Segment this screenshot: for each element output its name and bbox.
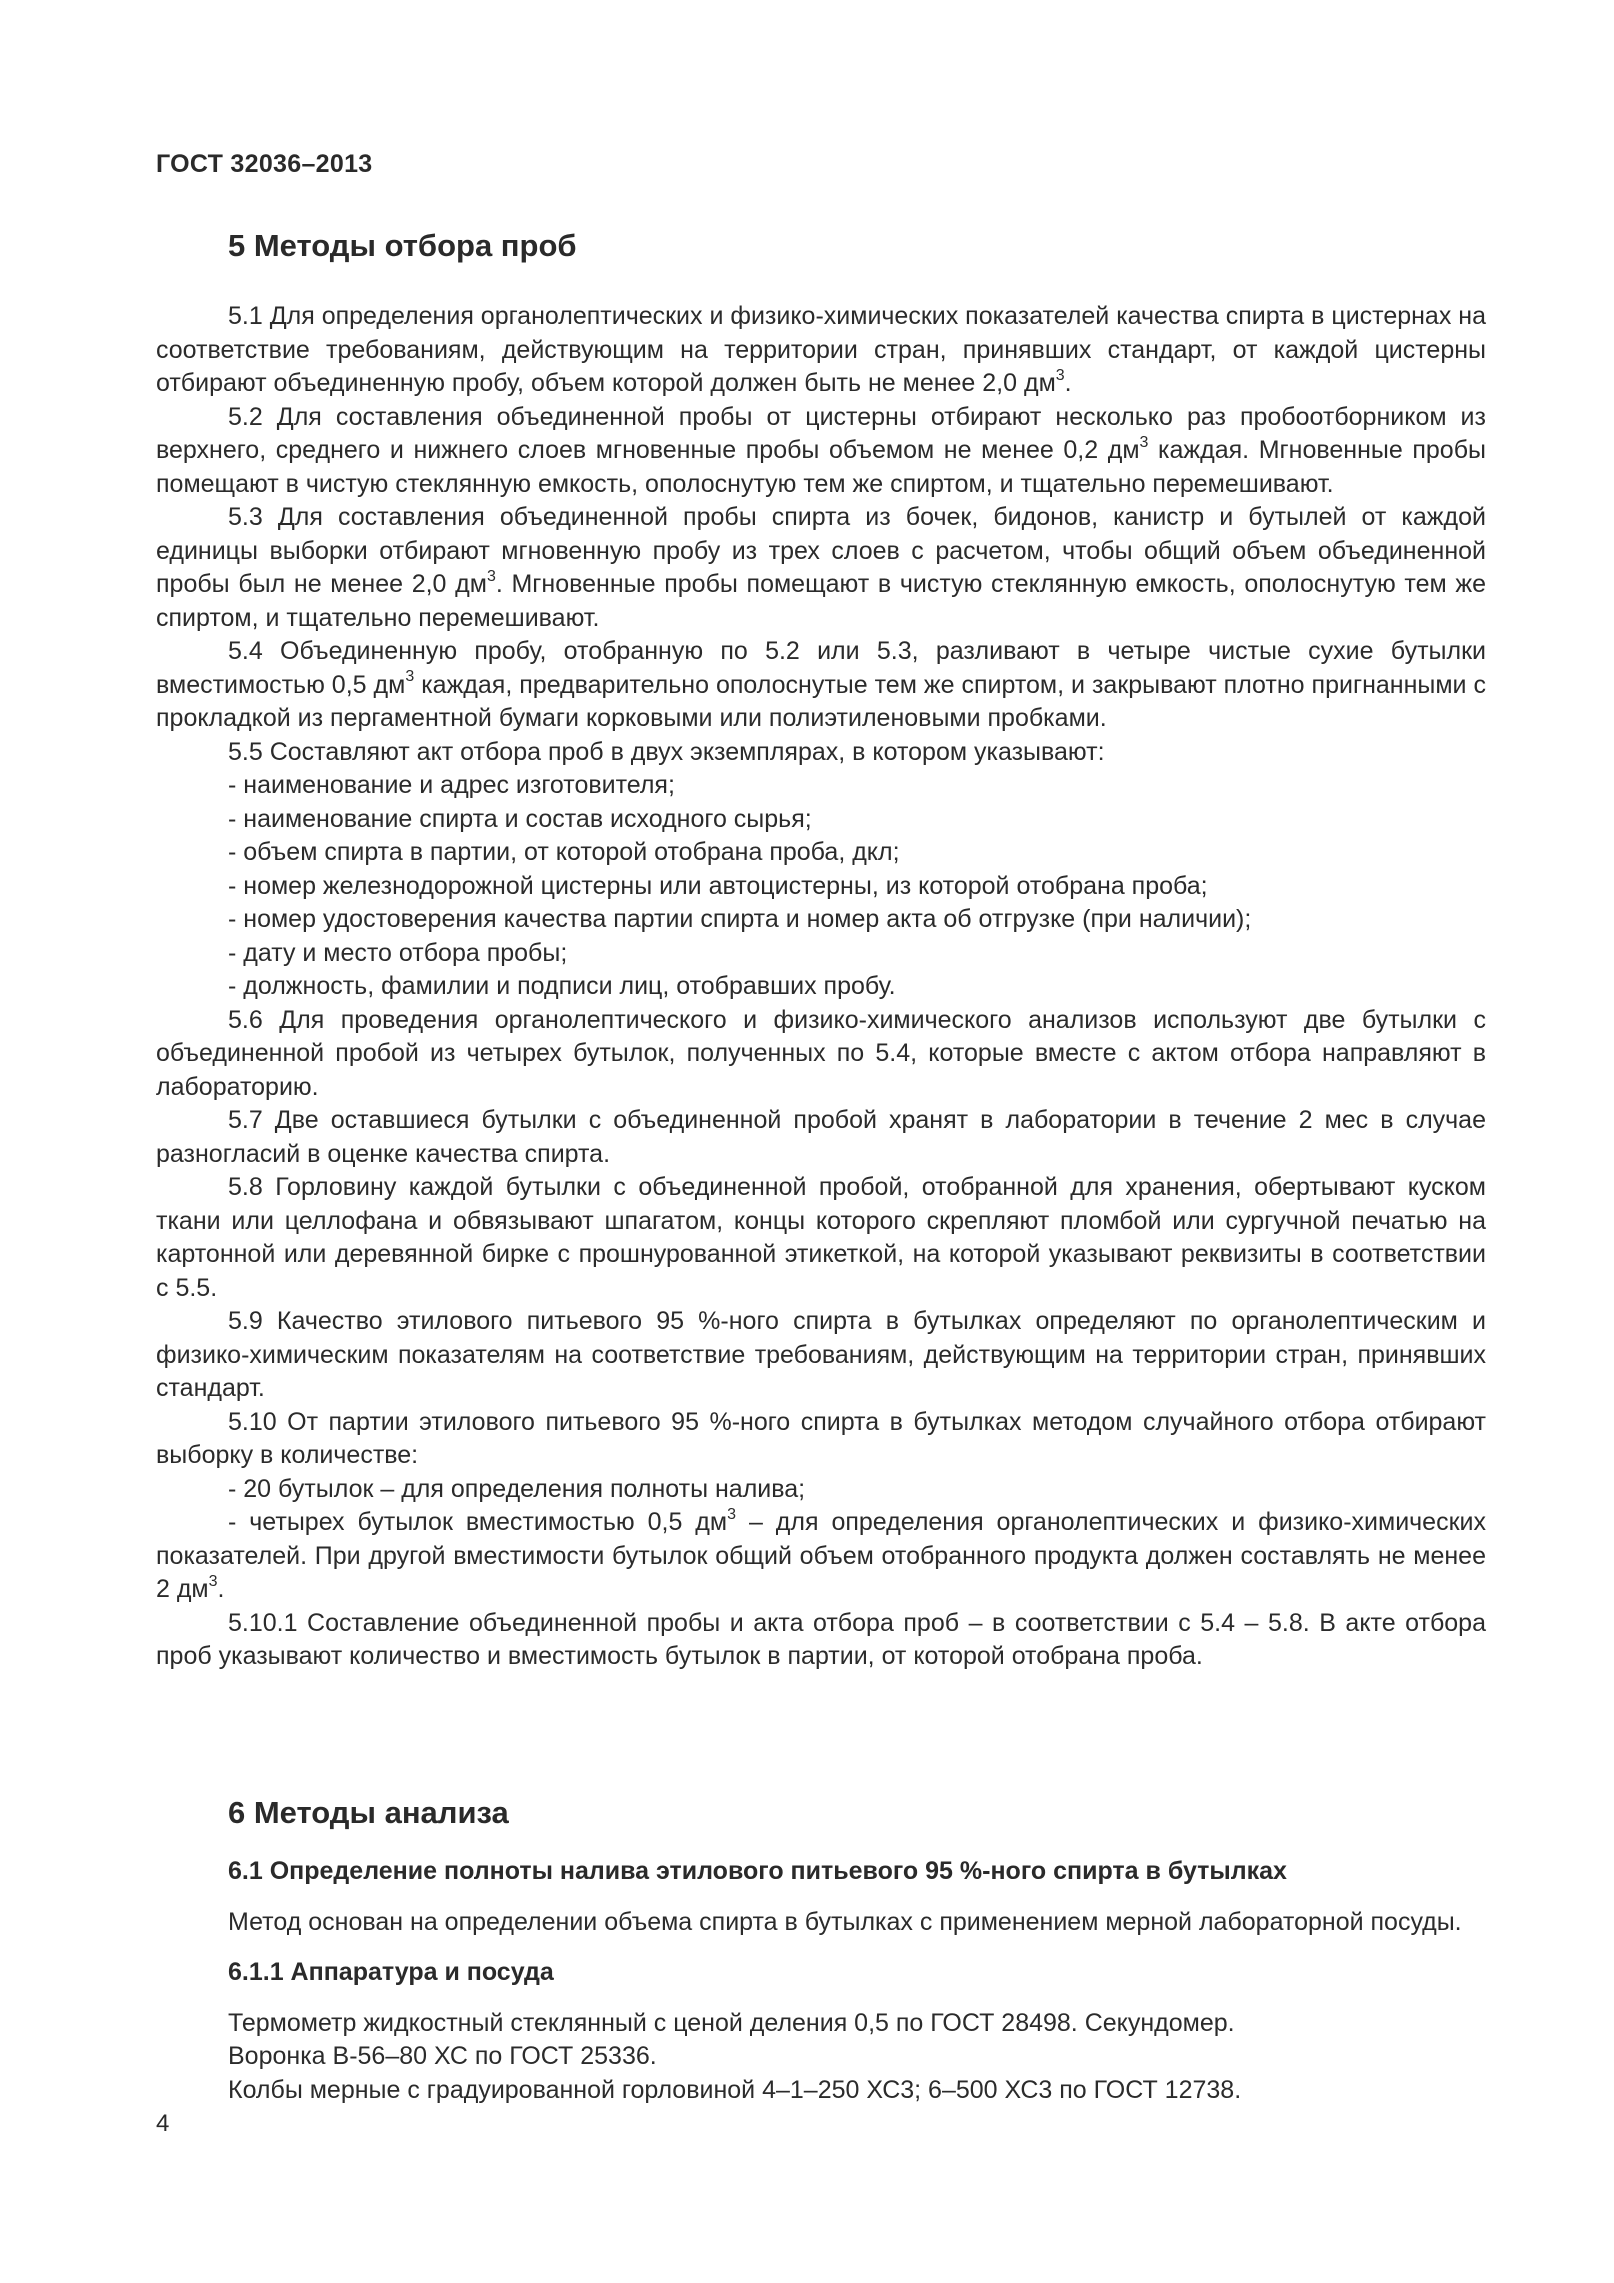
paragraph-5-7: 5.7 Две оставшиеся бутылки с объединенной пробой хранят в лаборатории в течение 2 мес в случае разногласий в оценке качества спирта. (156, 1106, 1486, 1168)
apparatus-line: Воронка В-56–80 ХС по ГОСТ 25336. (228, 2042, 657, 2070)
paragraph-5-8: 5.8 Горловину каждой бутылки с объединенной пробой, отобранной для хранения, обертывают куском ткани или целлофана и обвязывают шпагатом, концы которого скрепляют пломбой или сургучной печатью на картонной или деревянной бирке с прошнурованной этикеткой, на которой указывают реквизиты в соответствии с 5.5. (156, 1173, 1486, 1302)
apparatus-line: Термометр жидкостный стеклянный с ценой деления 0,5 по ГОСТ 28498. Секундомер. (228, 2008, 1235, 2037)
list-item: - номер железнодорожной цистерны или автоцистерны, из которой отобрана проба; (228, 871, 1208, 900)
list-item: - объем спирта в партии, от которой отобрана проба, дкл; (228, 838, 900, 866)
document-header: ГОСТ 32036–2013 (156, 150, 373, 178)
paragraph-5-10-1: 5.10.1 Составление объединенной пробы и акта отбора проб – в соответствии с 5.4 – 5.8. В акте отбора проб указывают количество и вместимость бутылок в партии, от которой отобрана проба. (156, 1608, 1486, 1670)
list-item: - 20 бутылок – для определения полноты налива; (228, 1474, 806, 1503)
subsection-6-1-1-title: 6.1.1 Аппаратура и посуда (228, 1957, 554, 1986)
section-5-body (156, 300, 1486, 1674)
apparatus-line: Колбы мерные с градуированной горловиной 4–1–250 ХС3; 6–500 ХС3 по ГОСТ 12738. (228, 2075, 1242, 2104)
list-item: - наименование и адрес изготовителя; (228, 771, 675, 799)
section-6-title: 6 Методы анализа (228, 1795, 509, 1830)
paragraph-5-2: 5.2 Для составления объединенной пробы от цистерны отбирают несколько раз пробоотборником из верхнего, среднего и нижнего слоев мгновенные пробы объемом не менее 0,2 $дм^3$ каждая. Мгновенные пробы помещают в чистую стеклянную емкость, ополоснутую тем же спиртом, и тщательно перемешивают. (156, 402, 1486, 498)
paragraph-5-10: 5.10 От партии этилового питьевого 95 %-ного спирта в бутылках методом случайного отбора отбирают выборку в количестве: (156, 1407, 1486, 1469)
section-5-title: 5 Методы отбора проб (228, 228, 577, 263)
section-6-body (156, 1795, 1486, 2107)
list-item: - дату и место отбора пробы; (228, 938, 568, 967)
paragraph-6-1: Метод основан на определении объема спирта в бутылках с применением мерной лабораторной посуды. (228, 1908, 1462, 1936)
paragraph-5-9: 5.9 Качество этилового питьевого 95 %-ного спирта в бутылках определяют по органолептическим и физико-химическим показателям на соответствие требованиям, действующим на территории стран, принявших стандарт. (156, 1307, 1486, 1402)
list-item: - наименование спирта и состав исходного сырья; (228, 804, 812, 833)
paragraph-5-4: 5.4 Объединенную пробу, отобранную по 5.2 или 5.3, разливают в четыре чистые сухие бутылки вместимостью 0,5 $дм^3$ каждая, предварительно ополоснутые тем же спиртом, и закрывают плотно пригнанными с прокладкой из пергаментной бумаги корковыми или полиэтиленовыми пробками. (156, 637, 1486, 732)
paragraph-5-6: 5.6 Для проведения органолептического и физико-химического анализов используют две бутылки с объединенной пробой из четырех бутылок, полученных по 5.4, которые вместе с актом отбора направляют в лабораторию. (156, 1005, 1486, 1101)
paragraph-5-5: 5.5 Составляют акт отбора проб в двух экземплярах, в котором указывают: (228, 737, 1105, 766)
subsection-6-1-title: 6.1 Определение полноты налива этилового питьевого 95 %-ного спирта в бутылках (228, 1857, 1287, 1885)
paragraph-5-1: 5.1 Для определения органолептических и физико-химических показателей качества спирта в цистернах на соответствие требованиям, действующим на территории стран, принявших стандарт, от каждой цистерны отбирают объединенную пробу, объем которой должен быть не менее 2,0 $дм^3$. (156, 302, 1486, 397)
list-item: - номер удостоверения качества партии спирта и номер акта об отгрузке (при наличии); (228, 905, 1252, 933)
list-item: - должность, фамилии и подписи лиц, отобравших пробу. (228, 972, 896, 1000)
list-item: - четырех бутылок вместимостью 0,5 $дм^3$ – для определения органолептических и физико-химических показателей. При другой вместимости бутылок общий объем отобранного продукта должен составлять не менее 2 $дм^3$. (156, 1505, 1486, 1603)
paragraph-5-3: 5.3 Для составления объединенной пробы спирта из бочек, бидонов, канистр и бутылей от каждой единицы выборки отбирают мгновенную пробу из трех слоев с расчетом, чтобы общий объем объединенной пробы был не менее 2,0 $дм^3$. Мгновенные пробы помещают в чистую стеклянную емкость, ополоснутую тем же спиртом, и тщательно перемешивают. (156, 503, 1486, 632)
page-number: 4 (156, 2110, 170, 2137)
